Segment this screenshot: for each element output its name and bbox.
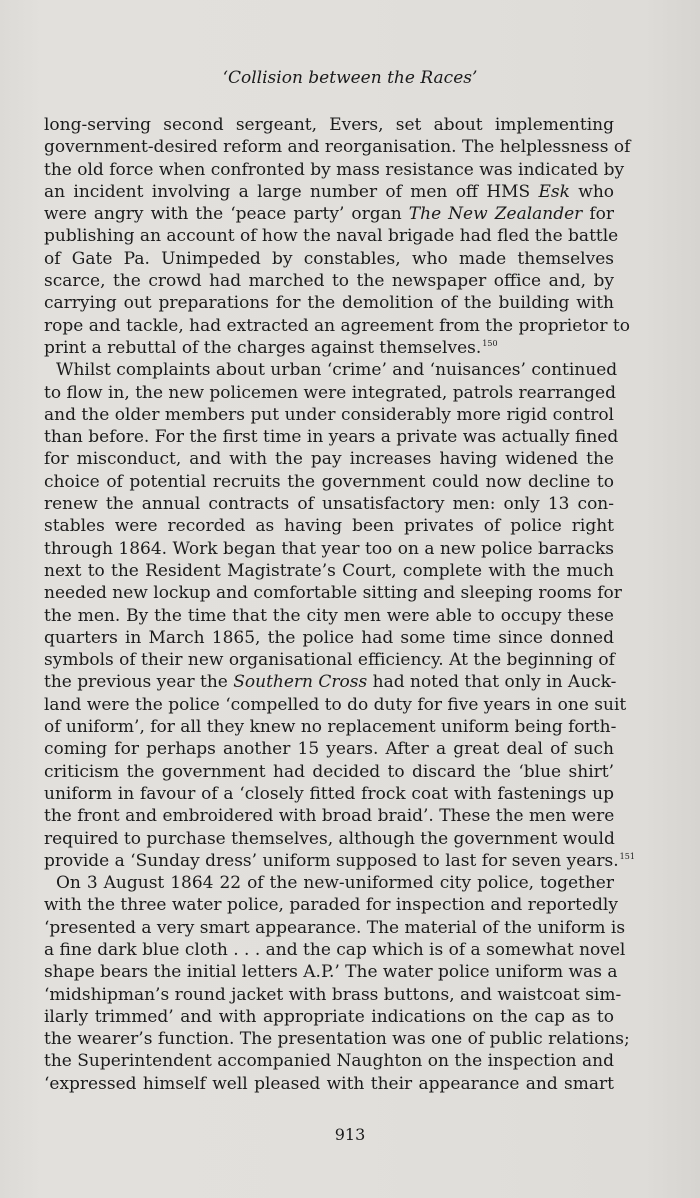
- text-line: ‘presented a very smart appearance. The material of the uniform is: [44, 917, 626, 938]
- text-line: ilarly trimmed’ and with appropriate indications on the cap as to: [44, 1006, 614, 1027]
- text-line: publishing an account of how the naval brigade had fled the battle: [44, 226, 619, 247]
- text-line: criticism the government had decided to discard the ‘blue shirt’: [44, 761, 614, 782]
- text-line: of Gate Pa. Unimpeded by constables, who made themselves: [44, 248, 614, 269]
- text-line: uniform in favour of a ‘closely fitted frock coat with fastenings up: [44, 783, 614, 804]
- footnote-marker[interactable]: 150: [482, 338, 498, 348]
- text-line: the wearer’s function. The presentation was one of public relations;: [44, 1029, 630, 1050]
- text-line: than before. For the first time in years a private was actually fined: [44, 427, 619, 448]
- text-line: the Superintendent accompanied Naughton on the inspection and: [44, 1051, 614, 1072]
- text-line: provide a ‘Sunday dress’ uniform supposed to last for seven years.$^{151}$: [44, 850, 635, 871]
- text-line: ‘expressed himself well pleased with their appearance and smart: [44, 1073, 614, 1094]
- text-line: scarce, the crowd had marched to the newspaper office and, by: [44, 271, 614, 292]
- text-line: government-desired reform and reorganisation. The helplessness of: [44, 137, 631, 158]
- page-number: 913: [334, 1125, 366, 1144]
- text-line: were angry with the ‘peace party’ organ The New Zealander for: [44, 204, 615, 225]
- text-line: to flow in, the new policemen were integrated, patrols rearranged: [44, 382, 616, 403]
- body-text: [44, 114, 635, 1095]
- running-head: ‘Collision between the Races’: [222, 68, 478, 88]
- text-line: Whilst complaints about urban ‘crime’ and ‘nuisances’ continued: [56, 360, 618, 381]
- text-line: print a rebuttal of the charges against themselves.$^{150}$: [44, 337, 498, 358]
- text-line: shape bears the initial letters A.P.’ The water police uniform was a: [44, 962, 618, 983]
- text-line: ‘midshipman’s round jacket with brass buttons, and waistcoat sim-: [44, 984, 622, 1005]
- text-line: with the three water police, paraded for inspection and reportedly: [44, 895, 618, 916]
- footnote-marker[interactable]: 151: [619, 851, 635, 861]
- text-line: and the older members put under considerably more rigid control: [44, 404, 614, 425]
- text-line: needed new lockup and comfortable sitting and sleeping rooms for: [44, 583, 622, 604]
- text-line: through 1864. Work began that year too on a new police barracks: [44, 538, 614, 559]
- text-line: for misconduct, and with the pay increases having widened the: [44, 449, 614, 470]
- text-line: renew the annual contracts of unsatisfactory men: only 13 con-: [44, 494, 614, 515]
- text-line: long-serving second sergeant, Evers, set about implementing: [44, 115, 614, 135]
- text-line: next to the Resident Magistrate’s Court, complete with the much: [44, 560, 614, 581]
- text-line: coming for perhaps another 15 years. After a great deal of such: [44, 739, 614, 760]
- text-line: rope and tackle, had extracted an agreement from the proprietor to: [44, 315, 630, 336]
- text-line: quarters in March 1865, the police had some time since donned: [44, 627, 614, 648]
- text-line: carrying out preparations for the demolition of the building with: [44, 293, 614, 314]
- text-line: an incident involving a large number of men off HMS Esk who: [44, 181, 614, 202]
- text-line: of uniform’, for all they knew no replacement uniform being forth-: [44, 717, 617, 738]
- text-line: the old force when confronted by mass resistance was indicated by: [44, 159, 625, 180]
- text-line: the men. By the time that the city men were able to occupy these: [44, 605, 614, 626]
- text-line: the previous year the Southern Cross had noted that only in Auck-: [44, 672, 617, 693]
- text-line: symbols of their new organisational efficiency. At the beginning of: [44, 650, 615, 671]
- text-line: the front and embroidered with broad braid’. These the men were: [44, 806, 615, 827]
- text-line: land were the police ‘compelled to do duty for five years in one suit: [44, 694, 627, 715]
- text-line: choice of potential recruits the government could now decline to: [44, 471, 614, 492]
- text-line: stables were recorded as having been privates of police right: [44, 516, 614, 537]
- text-line: required to purchase themselves, although the government would: [44, 828, 615, 849]
- text-line: a fine dark blue cloth . . . and the cap which is of a somewhat novel: [44, 939, 626, 960]
- text-line: On 3 August 1864 22 of the new-uniformed city police, together: [56, 873, 614, 894]
